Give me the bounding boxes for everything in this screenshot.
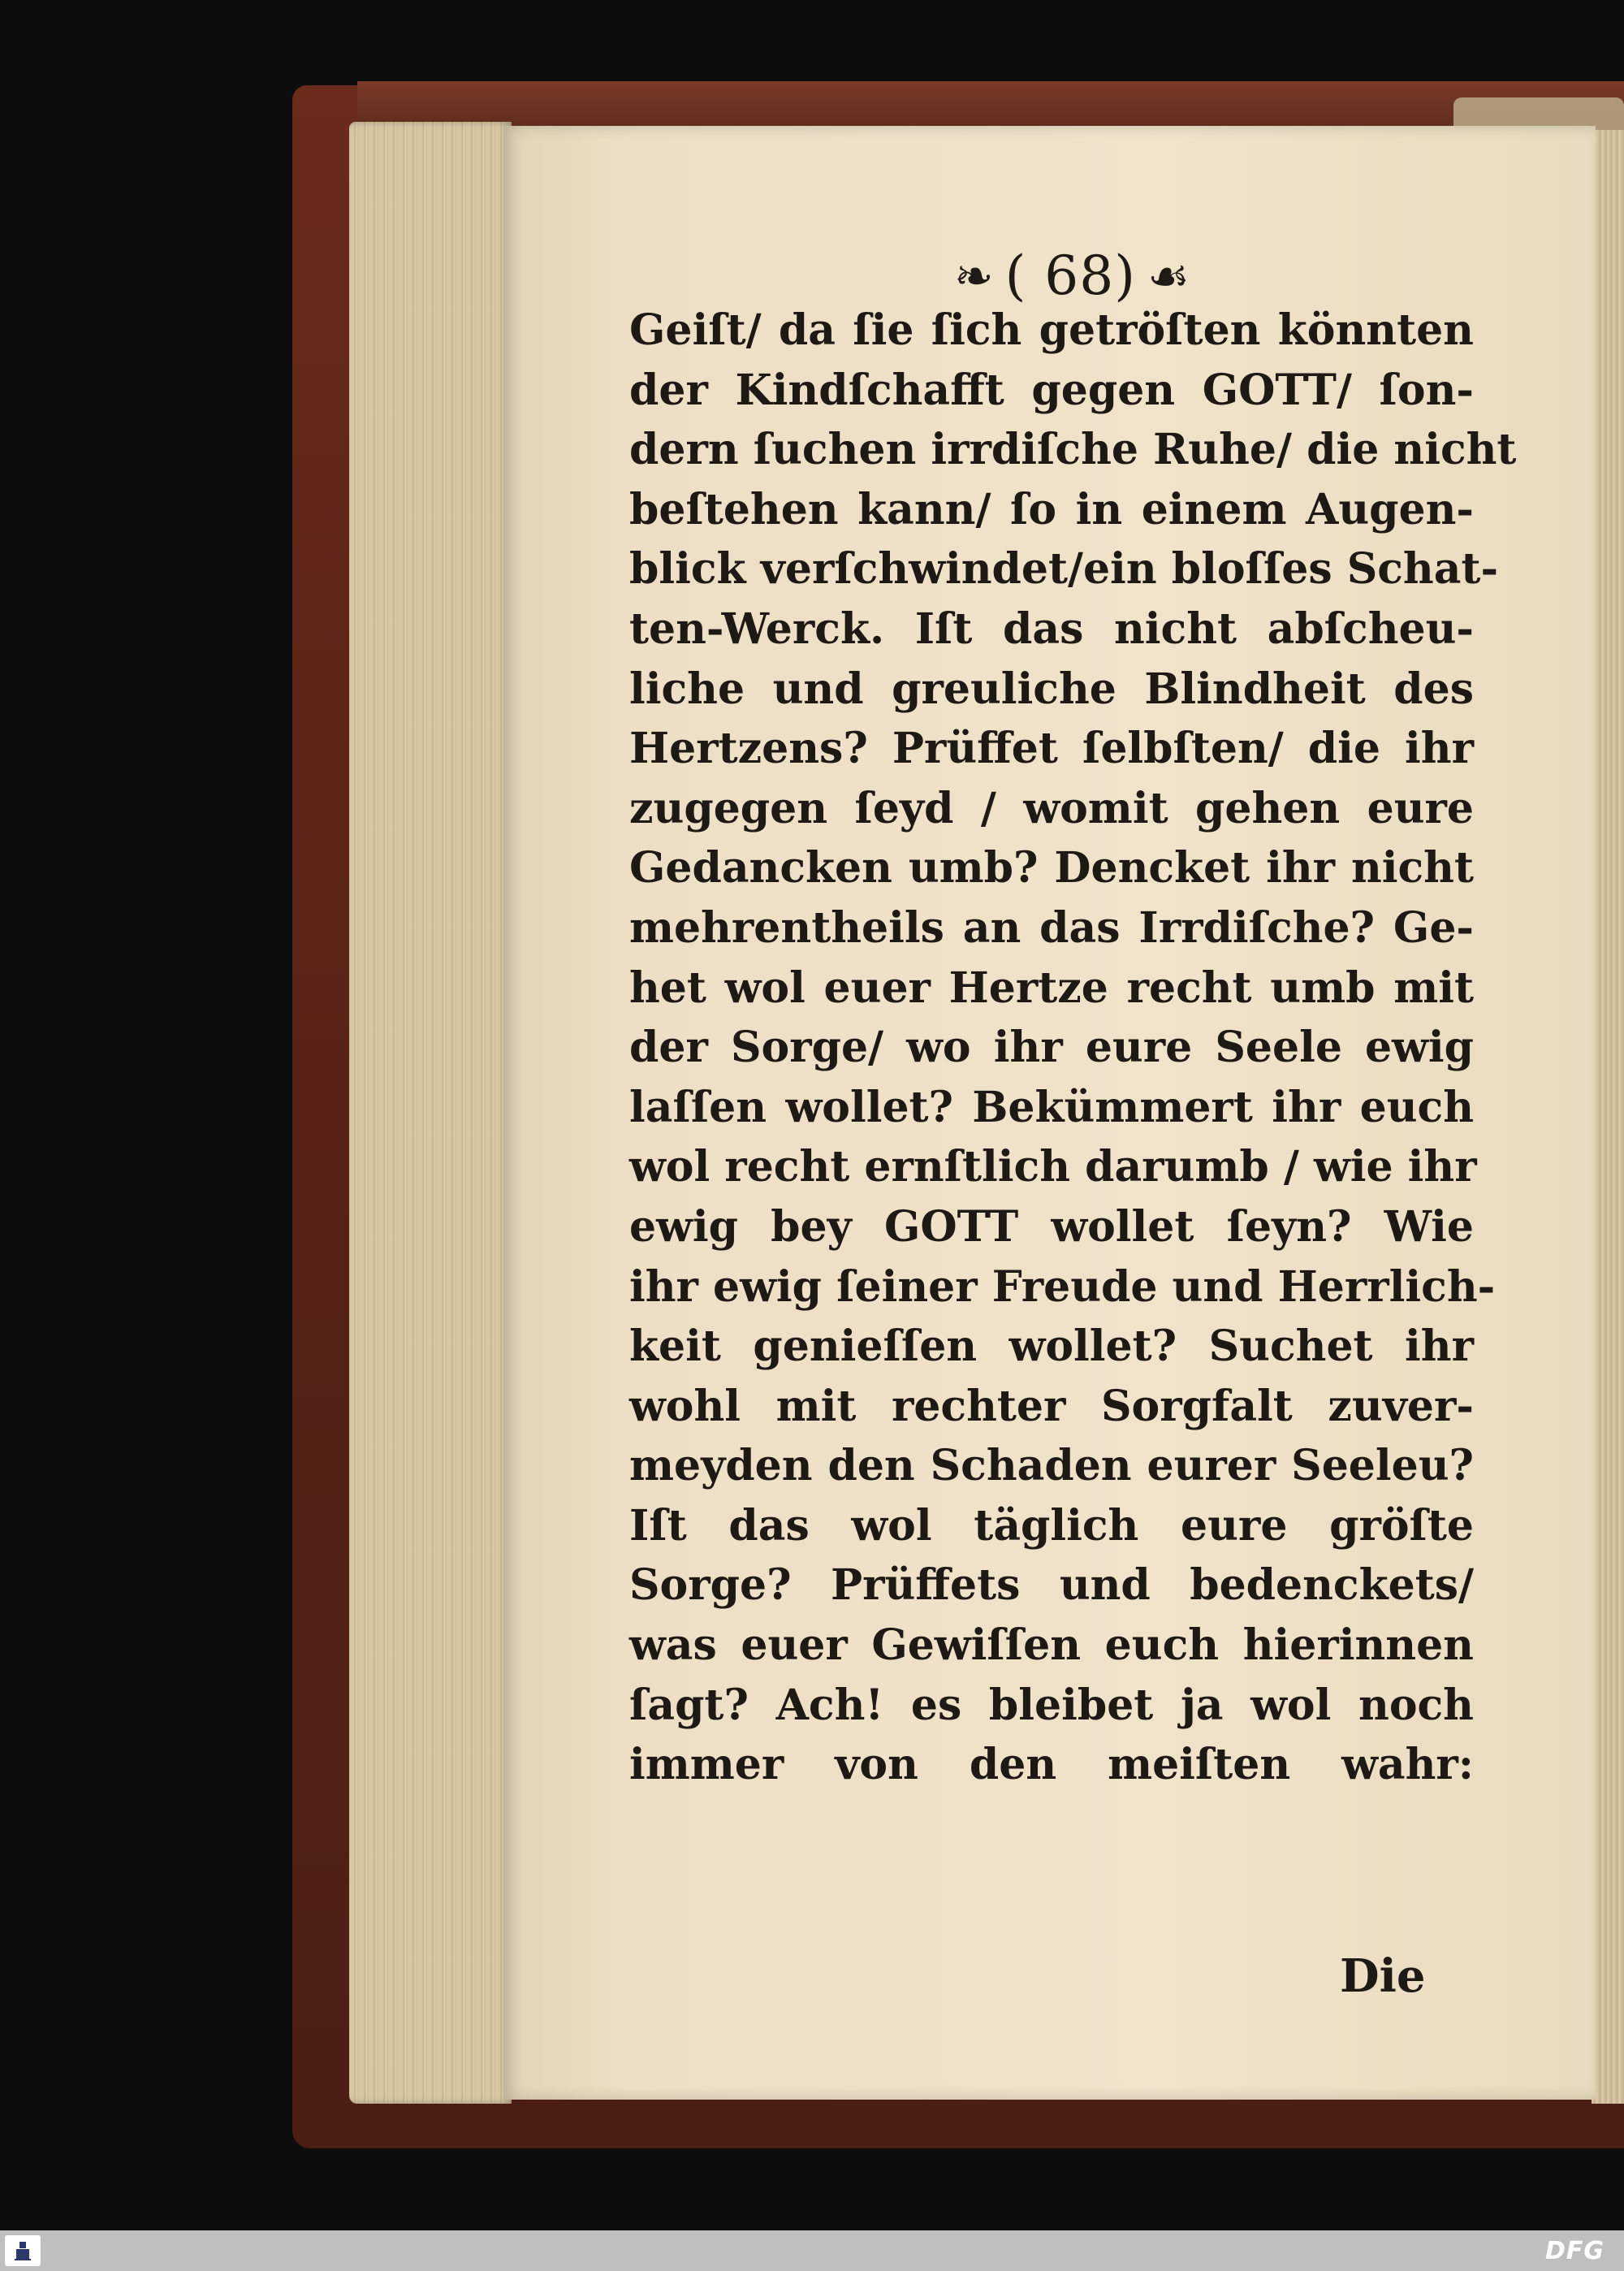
text-line: ten-Werck. Iſt das nicht abſcheu- xyxy=(629,603,1474,654)
book-page xyxy=(503,126,1596,2100)
library-seal-glyph xyxy=(11,2239,35,2263)
text-line: Iſt das wol täglich eure gröſte xyxy=(629,1500,1474,1551)
text-line: Gedancken umb? Dencket ihr nicht xyxy=(629,843,1474,893)
text-line: Geiſt/ da ſie ſich getröſten könnten xyxy=(629,305,1474,355)
text-line: wol recht ernſtlich darumb / wie ihr xyxy=(629,1142,1477,1192)
text-line: Hertzens? Prüffet ſelbſten/ die ihr xyxy=(629,724,1474,774)
dfg-logo[interactable]: DFG xyxy=(1544,2237,1605,2265)
text-line: keit genieſſen wollet? Suchet ihr xyxy=(629,1322,1474,1372)
text-line: der Kindſchafft gegen GOTT/ ſon- xyxy=(629,365,1474,415)
text-line: ihr ewig ſeiner Freude und Herrlich- xyxy=(629,1261,1496,1312)
page-edges-left xyxy=(349,122,512,2104)
text-line: liche und greuliche Blindheit des xyxy=(629,664,1474,714)
viewer-footer-banner xyxy=(0,2230,1624,2271)
text-line: beſtehen kann/ ſo in einem Augen- xyxy=(629,484,1474,534)
text-line: zugegen ſeyd / womit gehen eure xyxy=(629,783,1474,833)
floral-ornament-icon: ❧ xyxy=(953,249,994,304)
body-text xyxy=(629,301,1517,1795)
text-line: het wol euer Hertze recht umb mit xyxy=(629,962,1474,1013)
text-line: der Sorge/ wo ihr eure Seele ewig xyxy=(629,1023,1474,1073)
floral-ornament-icon: ☙ xyxy=(1147,249,1190,304)
text-line: meyden den Schaden eurer Seeleu? xyxy=(629,1441,1474,1491)
page-edges-right xyxy=(1592,130,1624,2104)
text-line: Sorge? Prüffets und bedenckets/ xyxy=(629,1560,1474,1611)
catchword: Die xyxy=(1340,1949,1426,2003)
text-line: wohl mit rechter Sorgfalt zuver- xyxy=(629,1381,1474,1431)
text-line: laſſen wollet? Bekümmert ihr euch xyxy=(629,1082,1474,1132)
text-line: was euer Gewiſſen euch hierinnen xyxy=(629,1620,1474,1671)
page-number: ( 68) xyxy=(1004,244,1137,307)
text-line: dern ſuchen irrdiſche Ruhe/ die nicht xyxy=(629,425,1517,475)
text-line: immer von den meiſten wahr: xyxy=(629,1740,1474,1790)
text-line: ſagt? Ach! es bleibet ja wol noch xyxy=(629,1680,1474,1730)
library-seal-icon[interactable] xyxy=(5,2235,41,2266)
text-line: mehrentheils an das Irrdiſche? Ge- xyxy=(629,902,1474,953)
text-line: blick verſchwindet/ein bloſſes Schat- xyxy=(629,544,1499,595)
text-line: ewig bey GOTT wollet ſeyn? Wie xyxy=(629,1201,1474,1252)
